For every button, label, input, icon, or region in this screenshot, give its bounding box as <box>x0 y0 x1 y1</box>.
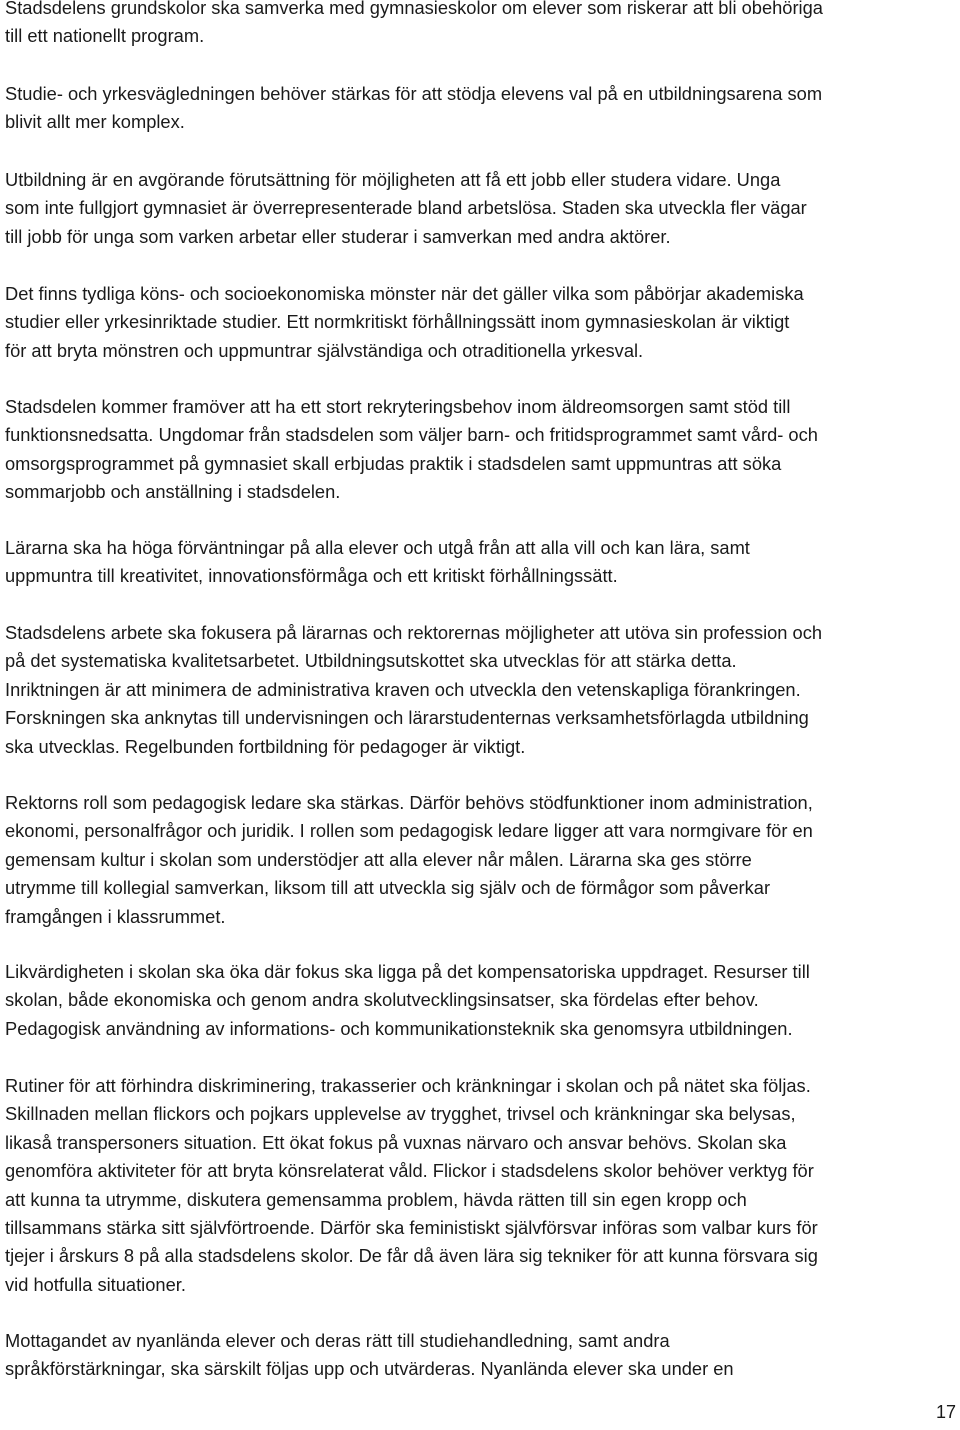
text-line: Stadsdelens arbete ska fokusera på lärarnas och rektorernas möjligheter att utöva sin profession och <box>5 622 823 643</box>
paragraph-2 <box>5 80 822 137</box>
page-number: 17 <box>935 1402 956 1422</box>
text-line: omsorgsprogrammet på gymnasiet skall erbjudas praktik i stadsdelen samt uppmuntras att söka <box>5 452 782 474</box>
text-line: genomföra aktiviteter för att bryta könsrelaterat våld. Flickor i stadsdelens skolor behöver verktyg för <box>5 1160 814 1182</box>
paragraph-1 <box>5 0 823 51</box>
text-line: Mottagandet av nyanlända elever och deras rätt till studiehandledning, samt andra <box>5 1330 670 1351</box>
text-line: gemensam kultur i skolan som understödjer att alla elever når målen. Lärarna ska ges större <box>5 848 752 870</box>
paragraph-7 <box>5 619 822 761</box>
text-line: att kunna ta utrymme, diskutera gemensamma problem, hävda rätten till sin egen kropp och <box>5 1188 747 1210</box>
text-line: Studie- och yrkesvägledningen behöver stärkas för att stödja elevens val på en utbildningsarena som <box>5 83 823 104</box>
text-line: Det finns tydliga köns- och socioekonomiska mönster när det gäller vilka som påbörjar akademiska <box>5 283 804 304</box>
text-line: ekonomi, personalfrågor och juridik. I rollen som pedagogisk ledare ligger att vara normgivare för en <box>5 820 813 842</box>
text-line: uppmuntra till kreativitet, innovationsförmåga och ett kritiskt förhållningssätt. <box>5 565 618 587</box>
paragraph-11 <box>5 1327 734 1384</box>
paragraph-10 <box>5 1072 818 1299</box>
paragraph-6 <box>5 534 750 591</box>
text-line: likaså transpersoners situation. Ett ökat fokus på vuxnas närvaro och ansvar behövs. Skolan ska <box>5 1131 787 1153</box>
text-line: Skillnaden mellan flickors och pojkars upplevelse av trygghet, trivsel och kränkningar ska belysas, <box>5 1103 796 1125</box>
text-line: för att bryta mönstren och uppmuntrar självständiga och otraditionella yrkesval. <box>5 339 644 361</box>
paragraph-5 <box>5 393 818 507</box>
text-line: blivit allt mer komplex. <box>5 111 185 133</box>
text-line: Stadsdelens grundskolor ska samverka med gymnasieskolor om elever som riskerar att bli obehöriga <box>5 0 823 18</box>
text-line: funktionsnedsatta. Ungdomar från stadsdelen som väljer barn- och fritidsprogrammet samt vård- och <box>5 424 818 446</box>
text-line: studier eller yrkesinriktade studier. Ett normkritiskt förhållningssätt inom gymnasieskolan är viktigt <box>5 311 790 333</box>
text-line: tillsammans stärka sitt självförtroende. Därför ska feministiskt självförsvar införas som valbar kurs för <box>5 1216 818 1238</box>
text-line: Stadsdelen kommer framöver att ha ett stort rekryteringsbehov inom äldreomsorgen samt stöd till <box>5 396 791 417</box>
paragraph-8 <box>5 789 813 931</box>
text-line: Rutiner för att förhindra diskriminering, trakasserier och kränkningar i skolan och på nätet ska följas. <box>5 1075 811 1096</box>
text-line: Pedagogisk användning av informations- och kommunikationsteknik ska genomsyra utbildningen. <box>5 1017 793 1039</box>
text-line: Forskningen ska anknytas till undervisningen och lärarstudenternas verksamhetsförlagda utbildning <box>5 707 809 729</box>
text-line: som inte fullgjort gymnasiet är överrepresenterade bland arbetslösa. Staden ska utveckla fler vägar <box>5 197 807 219</box>
text-line: utrymme till kollegial samverkan, liksom till att utveckla sig själv och de förmågor som påverkar <box>5 877 771 899</box>
text-line: ska utvecklas. Regelbunden fortbildning för pedagoger är viktigt. <box>5 735 526 757</box>
text-line: Lärarna ska ha höga förväntningar på alla elever och utgå från att alla vill och kan lära, samt <box>5 537 750 558</box>
text-line: Likvärdigheten i skolan ska öka där fokus ska ligga på det kompensatoriska uppdraget. Resurser till <box>5 961 810 982</box>
text-line: Utbildning är en avgörande förutsättning för möjligheten att få ett jobb eller studera vidare. Unga <box>5 169 781 190</box>
text-line: till jobb för unga som varken arbetar eller studerar i samverkan med andra aktörer. <box>5 225 671 247</box>
paragraph-3 <box>5 166 807 251</box>
paragraph-9 <box>5 958 810 1043</box>
text-line: på det systematiska kvalitetsarbetet. Utbildningsutskottet ska utvecklas för att stärka detta. <box>5 650 737 672</box>
text-line: till ett nationellt program. <box>5 25 205 47</box>
text-line: vid hotfulla situationer. <box>5 1273 186 1295</box>
paragraph-4 <box>5 280 804 365</box>
text-line: Rektorns roll som pedagogisk ledare ska stärkas. Därför behövs stödfunktioner inom administration, <box>5 792 813 813</box>
text-line: framgången i klassrummet. <box>5 905 226 927</box>
text-line: skolan, både ekonomiska och genom andra skolutvecklingsinsatser, ska fördelas efter behov. <box>5 989 759 1011</box>
text-line: språkförstärkningar, ska särskilt följas upp och utvärderas. Nyanlända elever ska under en <box>5 1358 734 1380</box>
text-line: sommarjobb och anställning i stadsdelen. <box>5 481 341 503</box>
text-line: Inriktningen är att minimera de administrativa kraven och utveckla den vetenskapliga förankringen. <box>5 678 801 700</box>
text-line: tjejer i årskurs 8 på alla stadsdelens skolor. De får då även lära sig tekniker för att kunna försvara sig <box>5 1245 818 1267</box>
